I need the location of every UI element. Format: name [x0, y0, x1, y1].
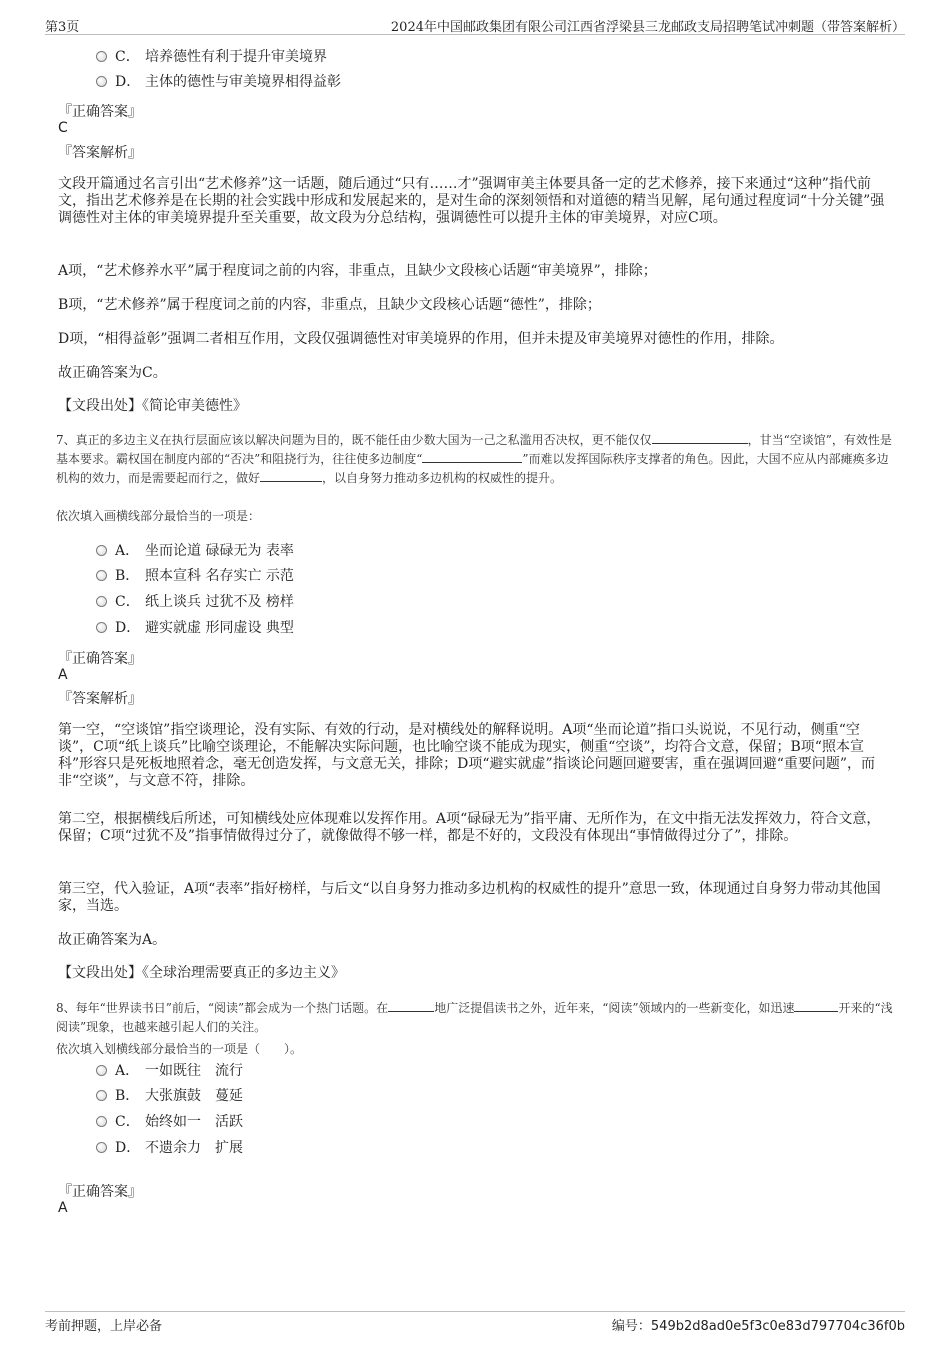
- q7-option-a[interactable]: A． 坐而论道 碌碌无为 表率: [96, 541, 294, 561]
- correct-answer-label: 『正确答案』: [58, 651, 142, 667]
- blank-line: [652, 431, 748, 444]
- q8-prompt: 依次填入划横线部分最恰当的一项是（ ）。: [56, 1042, 303, 1056]
- radio-icon[interactable]: [96, 76, 107, 87]
- radio-icon[interactable]: [96, 1142, 107, 1153]
- correct-answer-label: 『正确答案』: [58, 104, 142, 120]
- radio-icon[interactable]: [96, 622, 107, 633]
- footer-slogan: 考前押题，上岸必备: [45, 1319, 163, 1334]
- q6-analysis-p4: D项，“相得益彰”强调二者相互作用，文段仅强调德性对审美境界的作用，但并未提及审美境界对德性的作用，排除。: [58, 331, 784, 347]
- q6-analysis-p2: A项，“艺术修养水平”属于程度词之前的内容，非重点，且缺少文段核心话题“审美境界”，排除；: [58, 263, 657, 279]
- q7-analysis-p2: 第二空，根据横线后所述，可知横线处应体现难以发挥作用。A项“碌碌无为”指平庸、无所作为，在文中指无法发挥效力，符合文意，保留；C项“过犹不及”指事情做得过分了，就像做得不够一样，都是不好的，文段没有体现出“事情做得过分了”，排除。: [58, 811, 881, 844]
- document-code: 编号：549b2d8ad0e5f3c0e83d797704c36f0b: [611, 1319, 905, 1334]
- q8-option-d[interactable]: D． 不遗余力 扩展: [96, 1138, 243, 1158]
- radio-icon[interactable]: [96, 596, 107, 607]
- q8-stem: 8、每年“世界读书日”前后，“阅读”都会成为一个热门话题。在 地广泛提倡读书之外，近年来，“阅读”领域内的一些新变化，如迅速 开来的“浅阅读”现象，也越来越引起人们的关注。: [56, 1001, 893, 1034]
- q6-analysis-p1: 文段开篇通过名言引出“艺术修养”这一话题，随后通过“只有……才”强调审美主体要具备一定的艺术修养，接下来通过“这种”指代前文，指出艺术修养是在长期的社会实践中形成和发展起来的，是对生命的深刻领悟和对道德的精当见解，尾句通过程度词“十分关键”强调德性对主体的审美境界提升至关重要，故文段为分总结构，强调德性可以提升主体的审美境界，对应C项。: [58, 176, 885, 226]
- blank-line: [794, 999, 838, 1012]
- page-number: 第3页: [45, 20, 80, 35]
- blank-line: [388, 999, 434, 1012]
- analysis-label: 『答案解析』: [58, 145, 142, 161]
- q8-option-c[interactable]: C． 始终如一 活跃: [96, 1112, 243, 1132]
- q6-answer: C: [58, 120, 68, 136]
- analysis-label: 『答案解析』: [58, 691, 142, 707]
- q8-option-a[interactable]: A． 一如既往 流行: [96, 1061, 243, 1081]
- q7-prompt: 依次填入画横线部分最恰当的一项是：: [56, 509, 261, 523]
- blank-line: [422, 450, 522, 463]
- correct-answer-label: 『正确答案』: [58, 1184, 142, 1200]
- q8-option-b[interactable]: B． 大张旗鼓 蔓延: [96, 1086, 243, 1106]
- radio-icon[interactable]: [96, 1065, 107, 1076]
- radio-icon[interactable]: [96, 1090, 107, 1101]
- q6-analysis-p5: 故正确答案为C。: [58, 365, 167, 381]
- radio-icon[interactable]: [96, 570, 107, 581]
- q6-option-d[interactable]: D． 主体的德性与审美境界相得益彰: [96, 72, 341, 92]
- q7-analysis-p1: 第一空，“空谈馆”指空谈理论，没有实际、有效的行动，是对横线处的解释说明。A项“坐而论道”指口头说说，不见行动，侧重“空谈”，C项“纸上谈兵”比喻空谈理论，不能解决实际问题，也比喻空谈不能成为现实，侧重“空谈”，均符合文意，保留；B项“照本宣科”形容只是死板地照着念，毫无创造发挥，与文意无关，排除；D项“避实就虚”指谈论问题回避要害，重在强调回避“重要问题”，而非“空谈”，与文意不符，排除。: [58, 722, 876, 789]
- q7-analysis-p4: 故正确答案为A。: [58, 932, 167, 948]
- q7-analysis-p3: 第三空，代入验证，A项“表率”指好榜样，与后文“以自身努力推动多边机构的权威性的提升”意思一致，体现通过自身努力带动其他国家，当选。: [58, 881, 881, 914]
- page-header: [45, 14, 905, 35]
- document-title: 2024年中国邮政集团有限公司江西省浮梁县三龙邮政支局招聘笔试冲刺题（带答案解析）: [390, 20, 905, 35]
- q6-analysis-p3: B项，“艺术修养”属于程度词之前的内容，非重点，且缺少文段核心话题“德性”，排除；: [58, 297, 601, 313]
- page-footer: [45, 1311, 905, 1334]
- q6-source: 【文段出处】《简论审美德性》: [58, 398, 247, 414]
- q7-stem: 7、真正的多边主义在执行层面应该以解决问题为目的，既不能任由少数大国为一己之私滥用否决权，更不能仅仅 ，甘当“空谈馆”，有效性是基本要求。霸权国在制度内部的“否决”和阻挠行为，往往使多边制度“ ”而难以发挥国际秩序支撑者的角色。因此，大国不应从内部瘫痪多边机构的效力，而是需要起而行之，做好 ，以自身努力推动多边机构的权威性的提升。: [56, 433, 892, 485]
- q6-option-c[interactable]: C． 培养德性有利于提升审美境界: [96, 47, 327, 67]
- q8-answer: A: [58, 1200, 68, 1216]
- q7-option-c[interactable]: C． 纸上谈兵 过犹不及 榜样: [96, 592, 294, 612]
- q7-answer: A: [58, 667, 68, 683]
- q7-source: 【文段出处】《全球治理需要真正的多边主义》: [58, 965, 345, 981]
- blank-line: [260, 469, 322, 482]
- radio-icon[interactable]: [96, 1116, 107, 1127]
- radio-icon[interactable]: [96, 545, 107, 556]
- q7-option-d[interactable]: D． 避实就虚 形同虚设 典型: [96, 618, 294, 638]
- q7-option-b[interactable]: B． 照本宣科 名存实亡 示范: [96, 566, 294, 586]
- radio-icon[interactable]: [96, 51, 107, 62]
